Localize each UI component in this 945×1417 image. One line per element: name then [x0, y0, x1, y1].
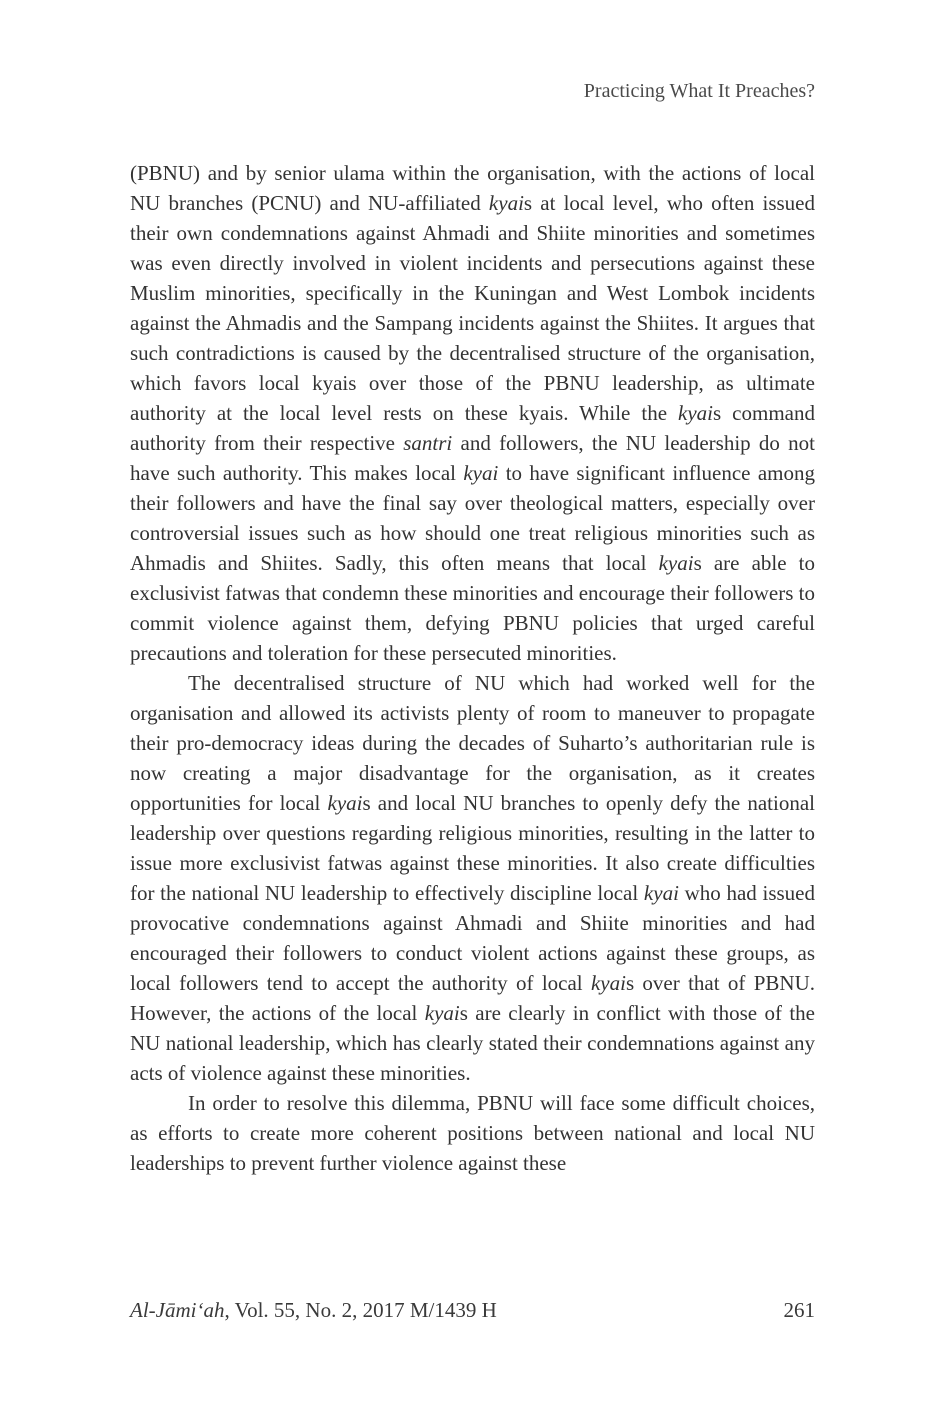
- italic-term: kyai: [658, 551, 694, 575]
- italic-term: kyai: [488, 191, 524, 215]
- text-run: who had issued provocative condemnations against Ahmadi and Shiite minorities and had encouraged their followers to conduct violent actions against these groups, as local followers tend to accept the authority of local: [130, 881, 815, 995]
- italic-term: santri: [403, 431, 453, 455]
- body-text: [130, 158, 815, 1178]
- text-run: s are able to exclusivist fatwas that condemn these minorities and encourage their followers to commit violence against them, defying PBNU policies that urged careful precautions and toleration for these persecuted minorities.: [130, 551, 816, 665]
- text-run: s command authority from their respective: [130, 401, 815, 455]
- paragraph-2: [130, 668, 815, 1088]
- text-run: s over that of PBNU. However, the actions of the local: [130, 971, 815, 1025]
- footer-citation: [130, 1298, 497, 1323]
- text-run: In order to resolve this dilemma, PBNU will face some difficult choices, as efforts to create more coherent positions between national and local NU leaderships to prevent further violence against these: [130, 1091, 815, 1175]
- text-run: s and local NU branches to openly defy the national leadership over questions regarding religious minorities, resulting in the latter to issue more exclusivist fatwas against these minorities. It also create difficulties for the national NU leadership to effectively discipline local: [130, 791, 815, 905]
- italic-term: kyai: [327, 791, 363, 815]
- paragraph-3: [130, 1088, 815, 1178]
- text-run: and followers, the NU leadership do not have such authority. This makes local: [130, 431, 815, 485]
- italic-term: kyai: [424, 1001, 460, 1025]
- text-run: s at local level, who often issued their own condemnations against Ahmadi and Shiite minorities and sometimes was even directly involved in violent incidents and persecutions against these Muslim minorities, specifically in the Kuningan and West Lombok incidents against the Ahmadis and the Sampang incidents against the Shiites. It argues that such contradictions is caused by the decentralised structure of the organisation, which favors local kyais over those of the PBNU leadership, as ultimate authority at the local level rests on these kyais. While the: [130, 191, 816, 425]
- paragraph-1: [130, 158, 815, 668]
- text-run: (PBNU) and by senior ulama within the organisation, with the actions of local NU branches (PCNU) and NU-affiliated: [130, 161, 815, 215]
- italic-term: kyai: [590, 971, 626, 995]
- page-footer: [130, 1298, 815, 1323]
- issue-info: , Vol. 55, No. 2, 2017 M/1439 H: [224, 1298, 497, 1322]
- italic-term: kyai: [463, 461, 499, 485]
- text-run: s are clearly in conflict with those of the NU national leadership, which has clearly stated their condemnations against any acts of violence against these minorities.: [130, 1001, 815, 1085]
- text-run: to have significant influence among their followers and have the final say over theological matters, especially over controversial issues such as how should one treat religious minorities such as Ahmadis and Shiites. Sadly, this often means that local: [130, 461, 815, 575]
- running-header: Practicing What It Preaches?: [583, 80, 815, 102]
- italic-term: kyai: [643, 881, 679, 905]
- text-run: The decentralised structure of NU which had worked well for the organisation and allowed its activists plenty of room to maneuver to propagate their pro-democracy ideas during the decades of Suharto’s authoritarian rule is now creating a major disadvantage for the organisation, as it creates opportunities for local: [130, 671, 815, 815]
- journal-name: Al-Jāmi‘ah: [130, 1298, 225, 1322]
- page-number: 261: [783, 1298, 815, 1322]
- italic-term: kyai: [678, 401, 714, 425]
